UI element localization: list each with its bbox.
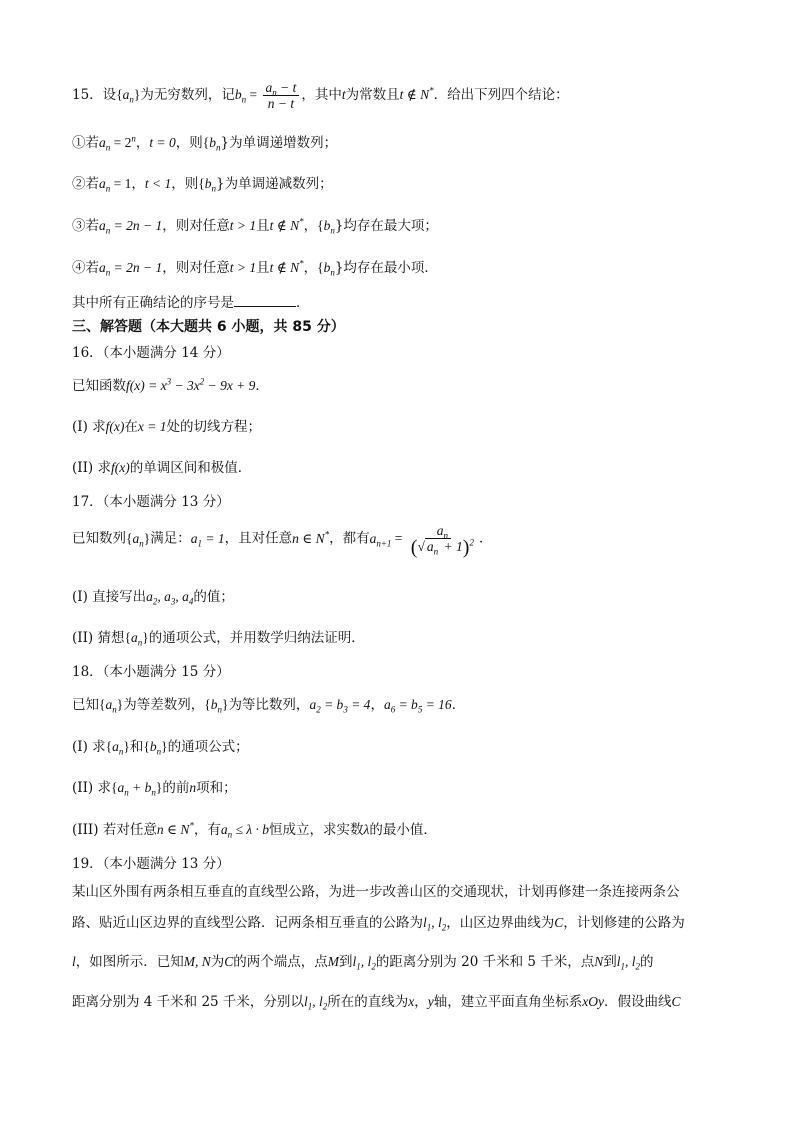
q19-line-1: 某山区外围有两条相互垂直的直线型公路，为进一步改善山区的交通现状，计划再修建一条连接两条公 <box>72 884 680 900</box>
q16-part-1: (I) 求f(x)在x = 1处的切线方程； <box>72 419 262 435</box>
q15-answer: 其中所有正确结论的序号是 ． <box>72 292 310 313</box>
q19-line-4: 距离分别为 4 千米和 25 千米，分别以$l_1$, $l_2$所在的直线为x，y轴，建立平面直角坐标系xOy．假设曲线C <box>72 994 681 1012</box>
answer-blank[interactable] <box>234 292 296 307</box>
q15-conclusion-1: ①若$a_n = 2^n$，t = 0，则$\{b_n\}$为单调递增数列； <box>72 133 338 153</box>
q18-part-2: (II) 求$\{a_n + b_n\}$的前n项和； <box>72 780 237 798</box>
q15-fraction: $\frac{a_n - t}{n - t}$ <box>263 80 300 111</box>
q15-conclusion-3: ③若$a_n = 2n - 1$，则对任意t > 1且t ∉ N*，$\{b_n\}$均存在最大项； <box>72 216 438 236</box>
q16-stem: 已知函数$f(x) = x^3 - 3x^2 - 9x + 9$． <box>72 376 269 394</box>
q15-conclusion-4: ④若$a_n = 2n - 1$，则对任意t > 1且t ∉ N*，$\{b_n\}$均存在最小项． <box>72 258 438 278</box>
q18-stem: 已知$\{a_n\}$为等差数列，$\{b_n\}$为等比数列，$a_2 = b_3 = 4$，$a_6 = b_5 = 16$． <box>72 697 466 715</box>
q16-part-2: (II) 求f(x)的单调区间和极值． <box>72 460 252 476</box>
section-title: 三、解答题（本大题共 6 小题，共 85 分） <box>72 319 345 335</box>
q15-bn: $b_n$ <box>234 87 247 105</box>
q17-part-2: (II) 猜想$\{a_n\}$的通项公式，并用数学归纳法证明． <box>72 630 365 648</box>
q15-stem: 15．设$\{a_n\}$为无穷数列，记$b_n$ = $\frac{a_n - t}{n - t}$ ，其中t为常数且t ∉ N*．给出下列四个结论： <box>72 80 569 111</box>
q17-recurrence-fraction: $\frac{a_n}{(√ a_n + 1)^2}$ <box>410 523 474 559</box>
q19-header: 19．（本小题满分 13 分） <box>72 856 230 872</box>
q17-header: 17．（本小题满分 13 分） <box>72 494 230 510</box>
q15-number: 15．设 <box>72 87 117 103</box>
q18-header: 18．（本小题满分 15 分） <box>72 664 230 680</box>
q17-stem: 已知数列$\{a_n\}$满足：$a_1 = 1$，且对任意n ∈ N*，都有$a_{n+1}$ = $\frac{a_n}{(√ a_n + 1)^2}$ ． <box>72 523 493 559</box>
q15-conclusion-2: ②若$a_n = 1$，t < 1，则$\{b_n\}$为单调递减数列； <box>72 176 333 194</box>
q16-header: 16．（本小题满分 14 分） <box>72 345 230 361</box>
q18-part-1: (I) 求$\{a_n\}$和$\{b_n\}$的通项公式； <box>72 739 249 757</box>
q19-line-2: 路、贴近山区边界的直线型公路．记两条相互垂直的公路为$l_1$, $l_2$，山区边界曲线为C，计划修建的公路为 <box>72 915 685 933</box>
q18-part-3: (III) 若对任意n ∈ N*，有$a_n \le \lambda \cdot b$恒成立，求实数λ的最小值． <box>72 820 437 840</box>
q17-part-1: (I) 直接写出$a_2$, $a_3$, $a_4$的值； <box>72 589 234 607</box>
q19-line-3: l，如图所示．已知M, N为C的两个端点，点M到$l_1$, $l_2$的距离分别为 20 千米和 5 千米，点N到$l_1$, $l_2$的 <box>72 954 654 972</box>
